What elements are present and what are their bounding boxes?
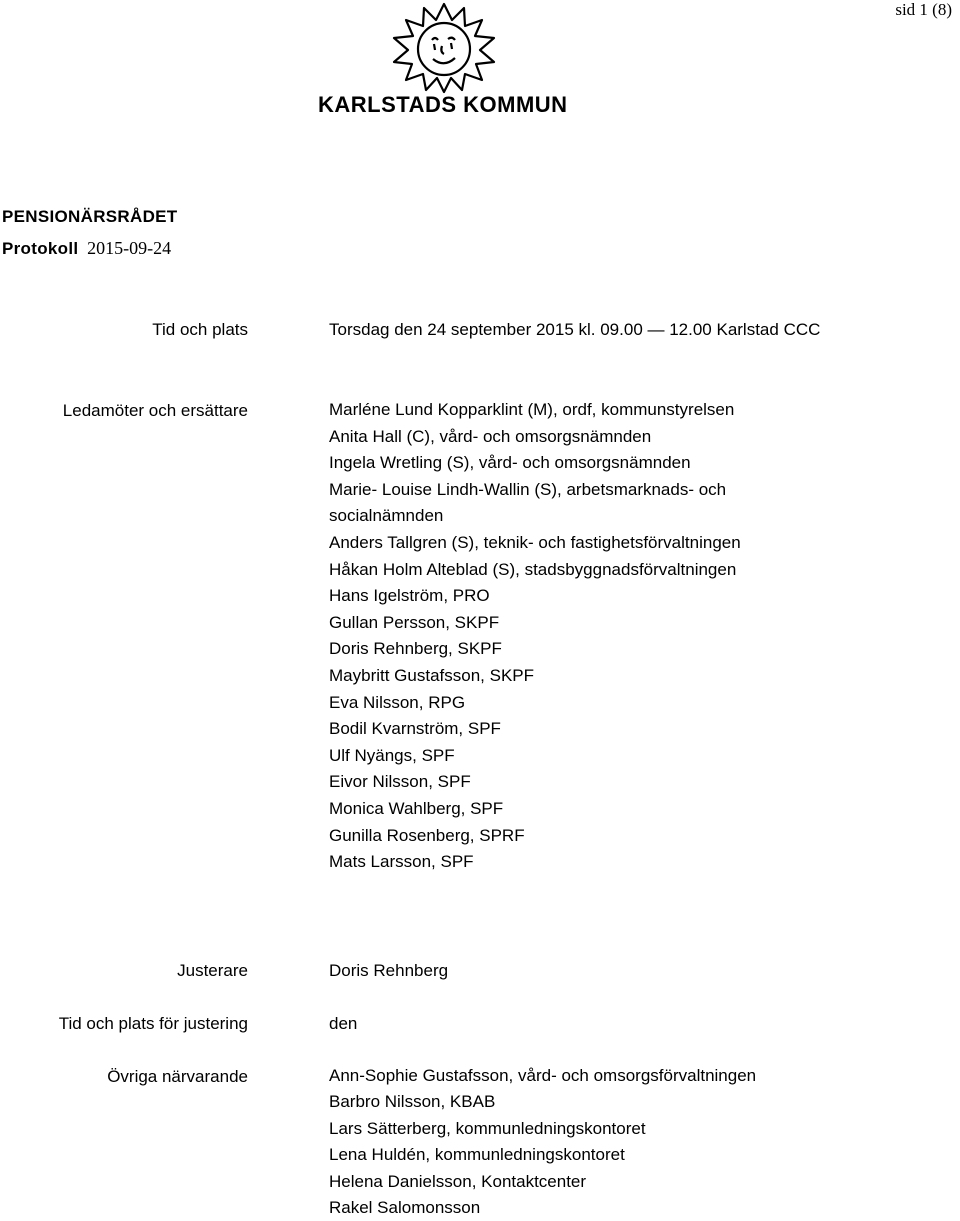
time-place-value: Torsdag den 24 september 2015 kl. 09.00 — 12.00 Karlstad CCC [329, 320, 821, 339]
list-item: Helena Danielsson, Kontaktcenter [329, 1171, 587, 1191]
list-item: Monica Wahlberg, SPF [329, 798, 504, 818]
list-item: Maybritt Gustafsson, SKPF [329, 665, 535, 685]
list-item: Barbro Nilsson, KBAB [329, 1092, 496, 1112]
others-label: Övriga närvarande [107, 1067, 248, 1086]
list-item: Mats Larsson, SPF [329, 852, 474, 872]
logo-text: KARLSTADS KOMMUN [318, 92, 568, 117]
list-item: Anders Tallgren (S), teknik- och fastighetsförvaltningen [329, 532, 741, 552]
list-item: Hans Igelström, PRO [329, 586, 490, 606]
list-item: Bodil Kvarnström, SPF [329, 719, 501, 739]
list-item: Gunilla Rosenberg, SPRF [329, 825, 525, 845]
members-list [329, 397, 741, 876]
adjust-time-place-value: den [329, 1014, 358, 1033]
municipality-logo [318, 0, 570, 125]
document-type-line [2, 238, 171, 259]
list-item: Marléne Lund Kopparklint (M), ordf, kommunstyrelsen [329, 400, 735, 419]
adjusters-value: Doris Rehnberg [329, 961, 449, 980]
list-item: Eivor Nilsson, SPF [329, 772, 471, 792]
list-item: Ann-Sophie Gustafsson, vård- och omsorgsförvaltningen [329, 1066, 757, 1085]
adjusters-label: Justerare [177, 961, 248, 980]
list-item: Rakel Salomonsson [329, 1197, 481, 1217]
list-item: Gullan Persson, SKPF [329, 612, 500, 632]
sun-face-icon [382, 2, 506, 94]
others-list [329, 1063, 756, 1221]
list-item: Ingela Wretling (S), vård- och omsorgsnämnden [329, 453, 691, 473]
list-item: Lena Huldén, kommunledningskontoret [329, 1145, 625, 1165]
document-type: Protokoll [2, 239, 79, 258]
list-item: Eva Nilsson, RPG [329, 692, 466, 712]
list-item: Marie- Louise Lindh-Wallin (S), arbetsmarknads- och [329, 479, 727, 499]
list-item: Ulf Nyängs, SPF [329, 745, 455, 765]
adjust-time-place-label: Tid och plats för justering [58, 1014, 248, 1033]
time-place-label: Tid och plats [152, 320, 248, 339]
list-item: socialnämnden [329, 506, 444, 526]
page-number: sid 1 (8) [895, 0, 952, 19]
members-label: Ledamöter och ersättare [62, 401, 248, 420]
list-item: Håkan Holm Alteblad (S), stadsbyggnadsförvaltningen [329, 559, 737, 579]
list-item: Lars Sätterberg, kommunledningskontoret [329, 1118, 646, 1138]
document-date: 2015-09-24 [87, 238, 172, 258]
list-item: Doris Rehnberg, SKPF [329, 639, 502, 659]
organization-title: PENSIONÄRSRÅDET [2, 207, 178, 226]
list-item: Anita Hall (C), vård- och omsorgsnämnden [329, 426, 652, 446]
